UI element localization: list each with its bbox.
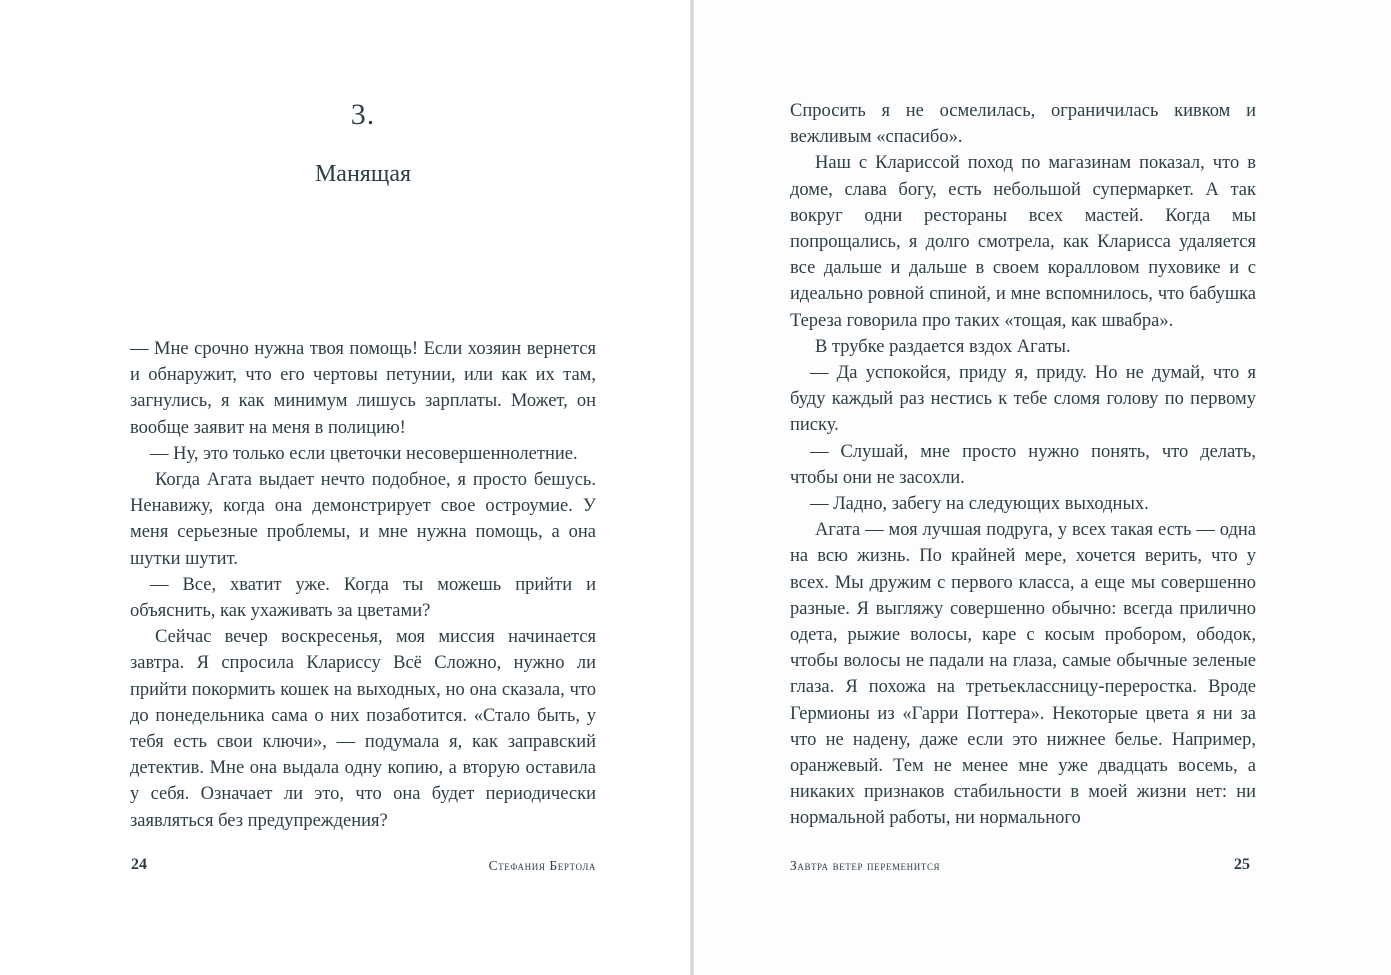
- left-page: [0, 0, 690, 975]
- right-body-text: [790, 98, 1256, 832]
- paragraph: — Все, хватит уже. Когда ты можешь прийти и объяснить, как ухаживать за цветами?: [130, 574, 596, 622]
- page-number-right: 25: [1234, 856, 1250, 873]
- paragraph: Агата — моя лучшая подруга, у всех такая есть — одна на всю жизнь. По крайней мере, хочется верить, что у всех. Мы дружим с первого класса, а еще мы совершенно разные. Я выгляжу совершенно обычно: всегда прилично одета, рыжие волосы, каре с косым пробором, ободок, чтобы волосы не падали на глаза, самые обычные зеленые глаза. Я похожа на третьеклассницу-переростка. Вроде Гермионы из «Гарри Поттера». Некоторые цвета я ни за что не надену, даже если это нижнее белье. Например, оранжевый. Тем не менее мне уже двадцать восемь, а никаких признаков стабильности в моей жизни нет: ни нормальной работы, ни нормального: [790, 520, 1256, 829]
- paragraph: Наш с Клариссой поход по магазинам показал, что в доме, слава богу, есть небольшой супермаркет. А так вокруг одни рестораны всех мастей. Когда мы попрощались, я долго смотрела, как Кларисса удаляется все дальше и дальше в своем коралловом пуховике и с идеально ровной спиной, и мне вспомнилось, что бабушка Тереза говорила про таких «тощая, как швабра».: [790, 153, 1256, 331]
- running-head-title: Завтра ветер переменится: [790, 858, 941, 873]
- paragraph: В трубке раздается вздох Агаты.: [815, 336, 1071, 357]
- paragraph: Спросить я не осмелилась, ограничилась кивком и вежливым «спасибо».: [790, 101, 1256, 148]
- chapter-title: Манящая: [314, 161, 412, 187]
- left-body-text: [130, 336, 596, 834]
- paragraph: — Слушай, мне просто нужно понять, что делать, чтобы они не засохли.: [790, 441, 1256, 488]
- paragraph: — Мне срочно нужна твоя помощь! Если хозяин вернется и обнаружит, что его чертовы петунии, или как их там, загнулись, я как минимум лишусь зарплаты. Может, он вообще заявит на меня в полицию!: [130, 339, 596, 438]
- page-number-left: 24: [131, 856, 147, 873]
- running-head-author: Стефания Бертола: [488, 858, 596, 873]
- paragraph: — Ладно, забегу на следующих выходных.: [810, 494, 1149, 515]
- paragraph: Когда Агата выдает нечто подобное, я просто бешусь. Ненавижу, когда она демонстрирует свое остроумие. У меня серьезные проблемы, и мне нужна помощь, а она шутки шутит.: [130, 470, 596, 569]
- paragraph: Сейчас вечер воскресенья, моя миссия начинается завтра. Я спросила Клариссу Всё Сложно, нужно ли прийти покормить кошек на выходных, но она сказала, что до понедельника сама о них позаботится. «Стало быть, у тебя есть свои ключи», — подумала я, как заправский детектив. Мне она выдала одну копию, а вторую оставила у себя. Означает ли это, что она будет периодически заявляться без предупреждения?: [130, 627, 596, 831]
- chapter-number: 3.: [350, 98, 376, 131]
- paragraph: — Да успокойся, приду я, приду. Но не думай, что я буду каждый раз нестись к тебе сломя голову по первому писку.: [790, 363, 1256, 436]
- paragraph: — Ну, это только если цветочки несовершеннолетние.: [150, 443, 578, 464]
